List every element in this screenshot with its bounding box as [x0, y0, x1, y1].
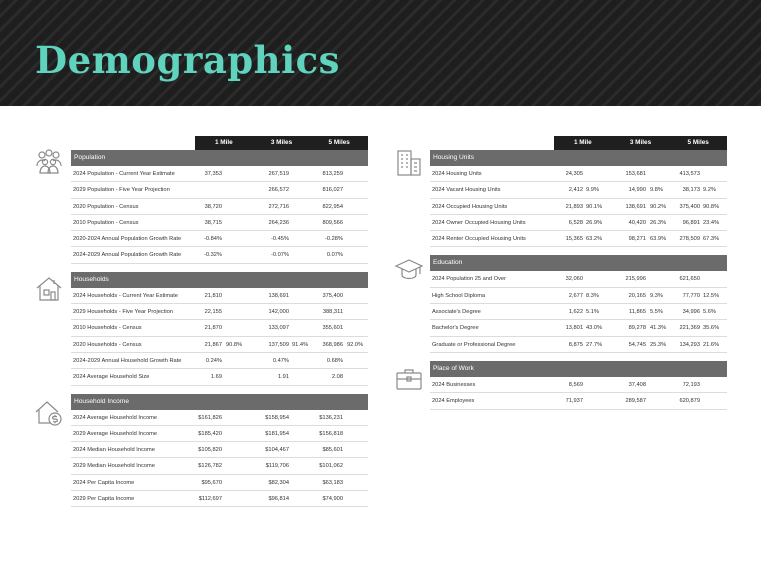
row-percent-1: 8.3% [586, 292, 599, 299]
row-value-3: 77,770 [682, 292, 700, 299]
row-value-1: $126,782 [198, 463, 222, 470]
row-value-1: 32,060 [565, 276, 583, 283]
row-value-2: -0.07% [270, 252, 289, 259]
row-value-1: 13,801 [565, 325, 583, 332]
row-value-2: 142,000 [268, 309, 289, 316]
row-value-2: 11,865 [629, 309, 646, 316]
row-label: 2024-2029 Annual Household Growth Rate [73, 357, 182, 364]
row-value-3: 355,601 [322, 325, 343, 332]
row-percent-3: 67.3% [703, 236, 720, 243]
table-row [430, 304, 727, 320]
row-label: 2024 Renter Occupied Housing Units [432, 236, 526, 243]
row-value-3: $101,062 [319, 463, 343, 470]
row-label: 2029 Average Household Income [73, 430, 158, 437]
column-header-blank [71, 136, 195, 150]
row-value-2: 98,271 [628, 236, 646, 243]
table-row [71, 247, 368, 263]
table-row [430, 231, 727, 247]
row-value-1: 0.24% [205, 357, 222, 364]
row-value-3: 0.07% [326, 252, 343, 259]
table-row [71, 320, 368, 336]
row-value-3: 621,650 [679, 276, 700, 283]
row-value-1: 21,867 [204, 341, 222, 348]
row-value-1: $105,820 [198, 447, 222, 454]
row-percent-3: 21.6% [703, 341, 720, 348]
row-value-1: $95,670 [201, 479, 222, 486]
row-value-1: 8,875 [568, 341, 583, 348]
row-percent-3: 92.0% [347, 341, 364, 348]
page-header [0, 0, 761, 106]
row-percent-3: 9.2% [703, 187, 716, 194]
right-data-panel [430, 136, 727, 410]
row-value-3: 72,193 [682, 381, 700, 388]
table-row [71, 410, 368, 426]
row-value-2: 133,097 [268, 325, 289, 332]
row-value-2: $96,814 [268, 496, 289, 503]
row-value-2: 37,408 [628, 381, 646, 388]
row-value-2: 267,519 [268, 171, 289, 177]
row-value-2: $82,304 [268, 479, 289, 486]
column-header-1: 1 Mile [573, 139, 592, 146]
column-header-2: 3 Miles [270, 139, 293, 146]
row-label: 2024 Vacant Housing Units [432, 187, 501, 194]
row-label: 2024 Households - Current Year Estimate [73, 292, 178, 299]
section-header-income: Household Income [71, 394, 368, 410]
table-row [71, 369, 368, 385]
table-row [430, 166, 727, 182]
graduation-cap-icon [394, 254, 424, 284]
column-header-row [71, 136, 368, 150]
table-row [71, 491, 368, 507]
row-value-3: $85,601 [322, 447, 343, 454]
row-label: Graduate or Professional Degree [432, 341, 516, 348]
row-value-2: 0.47% [272, 357, 289, 364]
row-value-3: $136,231 [319, 414, 343, 421]
row-value-3: 375,400 [679, 203, 700, 210]
row-value-3: 221,369 [679, 325, 700, 332]
table-row [71, 353, 368, 369]
table-row [71, 215, 368, 231]
column-header-3: 5 Miles [328, 139, 350, 146]
row-label: 2024 Businesses [432, 381, 476, 388]
row-value-2: 54,745 [628, 341, 646, 348]
row-value-1: 21,870 [204, 325, 222, 332]
row-value-2: 138,691 [268, 292, 289, 299]
row-percent-1: 90.1% [586, 203, 603, 210]
table-row [430, 337, 727, 353]
row-percent-2: 9.3% [650, 292, 663, 299]
row-value-3: 38,173 [682, 187, 700, 194]
row-value-1: 8,569 [568, 381, 583, 388]
row-value-3: 34,996 [682, 309, 700, 316]
page-title: Demographics [35, 38, 340, 82]
row-percent-1: 90.8% [226, 341, 243, 348]
row-label: 2029 Per Capita Income [73, 496, 135, 503]
row-label: 2024 Per Capita Income [73, 479, 135, 486]
row-label: 2024 Housing Units [432, 171, 482, 177]
row-label: 2024 Average Household Size [73, 374, 150, 381]
row-value-3: 2.08 [331, 374, 343, 381]
row-value-1: 22,155 [204, 309, 222, 316]
row-percent-3: 23.4% [703, 219, 720, 226]
table-row [430, 393, 727, 409]
row-label: 2020 Households - Census [73, 341, 142, 348]
row-value-1: 6,528 [568, 219, 583, 226]
table-row [71, 199, 368, 215]
row-value-3: 413,573 [679, 171, 700, 177]
row-label: 2029 Households - Five Year Projection [73, 309, 173, 316]
row-value-1: 2,412 [568, 187, 583, 194]
row-percent-1: 26.9% [586, 219, 603, 226]
row-percent-3: 35.6% [703, 325, 720, 332]
row-label: 2024-2029 Annual Population Growth Rate [73, 252, 182, 259]
row-value-2: 264,236 [268, 219, 289, 226]
section-gap [430, 247, 727, 255]
table-row [71, 442, 368, 458]
section-header-housing: Housing Units [430, 150, 727, 166]
row-value-3: 813,259 [322, 171, 343, 177]
row-value-3: 368,986 [322, 341, 343, 348]
row-label: 2029 Population - Five Year Projection [73, 187, 170, 194]
table-row [71, 182, 368, 198]
row-percent-2: 63.9% [650, 236, 667, 243]
row-percent-2: 91.4% [292, 341, 309, 348]
row-value-3: 388,311 [322, 309, 343, 316]
row-value-1: $112,697 [198, 496, 222, 503]
row-label: 2029 Median Household Income [73, 463, 155, 470]
row-value-3: 96,891 [682, 219, 700, 226]
row-value-2: 89,278 [628, 325, 646, 332]
row-label: 2024 Median Household Income [73, 447, 155, 454]
row-value-1: 38,720 [204, 203, 222, 210]
table-row [430, 320, 727, 336]
row-value-3: $63,183 [322, 479, 343, 486]
table-row [430, 271, 727, 287]
row-value-2: 40,420 [628, 219, 646, 226]
row-value-3: 816,027 [322, 187, 343, 194]
row-value-2: 1.91 [277, 374, 289, 381]
row-value-3: -0.28% [324, 236, 343, 243]
row-value-2: 20,165 [628, 292, 646, 299]
row-value-1: 2,677 [568, 292, 583, 299]
column-header-3: 5 Miles [687, 139, 709, 146]
row-value-1: 21,893 [565, 203, 583, 210]
row-value-1: 37,353 [204, 171, 222, 177]
row-value-1: 1.69 [210, 374, 222, 381]
row-value-2: 14,990 [628, 187, 646, 194]
row-label: High School Diploma [432, 292, 486, 299]
row-label: 2024 Employees [432, 398, 475, 405]
table-row [430, 199, 727, 215]
column-header-bar [554, 136, 727, 150]
section-header-education: Education [430, 255, 727, 271]
table-row [71, 304, 368, 320]
table-row [430, 182, 727, 198]
row-percent-1: 63.2% [586, 236, 603, 243]
buildings-icon [394, 148, 424, 178]
row-value-1: 38,715 [204, 219, 222, 226]
row-value-1: $161,826 [198, 414, 222, 421]
people-group-icon [34, 146, 64, 176]
section-header-households: Households [71, 272, 368, 288]
row-value-3: 822,954 [322, 203, 343, 210]
row-percent-2: 25.3% [650, 341, 667, 348]
section-gap [71, 264, 368, 272]
row-value-3: 134,293 [679, 341, 700, 348]
left-data-panel [71, 136, 368, 507]
table-row [430, 288, 727, 304]
row-label: 2020 Population - Census [73, 203, 139, 210]
table-row [430, 215, 727, 231]
row-value-2: 153,681 [625, 171, 646, 177]
row-value-3: 375,400 [322, 292, 343, 299]
column-header-1: 1 Mile [214, 139, 233, 146]
table-row [71, 288, 368, 304]
row-value-3: 0.68% [326, 357, 343, 364]
row-value-1: $185,420 [198, 430, 222, 437]
row-percent-1: 9.9% [586, 187, 599, 194]
row-value-2: $104,467 [265, 447, 289, 454]
row-percent-3: 90.8% [703, 203, 720, 210]
table-row [71, 426, 368, 442]
row-value-1: 1,622 [568, 309, 583, 316]
row-value-2: 138,691 [625, 203, 646, 210]
row-label: 2024 Population 25 and Over [432, 276, 506, 283]
section-header-population: Population [71, 150, 368, 166]
row-value-2: 289,587 [625, 398, 646, 405]
row-percent-2: 9.8% [650, 187, 663, 194]
table-row [71, 337, 368, 353]
row-label: 2024 Average Household Income [73, 414, 158, 421]
row-value-2: 266,572 [268, 187, 289, 194]
row-label: 2024 Population - Current Year Estimate [73, 171, 175, 177]
row-percent-1: 43.0% [586, 325, 603, 332]
table-row [71, 231, 368, 247]
row-label: 2010 Population - Census [73, 219, 139, 226]
row-value-2: $119,706 [265, 463, 289, 470]
row-label: 2020-2024 Annual Population Growth Rate [73, 236, 182, 243]
section-gap [71, 386, 368, 394]
house-dollar-icon [34, 398, 64, 428]
house-icon [34, 274, 64, 304]
row-value-1: 15,365 [565, 236, 583, 243]
column-header-row [430, 136, 727, 150]
row-percent-2: 90.2% [650, 203, 667, 210]
row-label: Associate's Degree [432, 309, 481, 316]
row-value-3: 809,566 [322, 219, 343, 226]
column-header-bar [195, 136, 368, 150]
column-header-blank [430, 136, 554, 150]
row-value-3: 620,879 [679, 398, 700, 405]
row-label: Bachelor's Degree [432, 325, 479, 332]
row-value-2: $181,954 [265, 430, 289, 437]
row-percent-3: 5.6% [703, 309, 716, 316]
section-gap [430, 353, 727, 361]
table-row [430, 377, 727, 393]
row-value-1: -0.84% [203, 236, 222, 243]
briefcase-icon [394, 364, 424, 394]
row-value-2: 215,996 [625, 276, 646, 283]
row-percent-1: 27.7% [586, 341, 603, 348]
row-percent-2: 26.3% [650, 219, 667, 226]
row-label: 2010 Households - Census [73, 325, 142, 332]
row-value-2: 137,509 [268, 341, 289, 348]
row-value-1: 24,305 [565, 171, 583, 177]
row-value-1: -0.32% [203, 252, 222, 259]
row-percent-2: 41.3% [650, 325, 667, 332]
row-percent-3: 12.5% [703, 292, 720, 299]
row-percent-1: 5.1% [586, 309, 599, 316]
row-value-1: 71,937 [565, 398, 583, 405]
row-value-3: $74,900 [322, 496, 343, 503]
row-label: 2024 Owner Occupied Housing Units [432, 219, 526, 226]
table-row [71, 458, 368, 474]
row-value-3: $156,818 [319, 430, 343, 437]
row-percent-2: 5.5% [650, 309, 663, 316]
row-value-2: $158,954 [265, 414, 289, 421]
section-header-work: Place of Work [430, 361, 727, 377]
table-row [71, 475, 368, 491]
table-row [71, 166, 368, 182]
row-value-2: -0.45% [270, 236, 289, 243]
row-value-3: 278,509 [679, 236, 700, 243]
row-label: 2024 Occupied Housing Units [432, 203, 508, 210]
column-header-2: 3 Miles [629, 139, 652, 146]
row-value-1: 21,810 [204, 292, 222, 299]
row-value-2: 272,716 [268, 203, 289, 210]
